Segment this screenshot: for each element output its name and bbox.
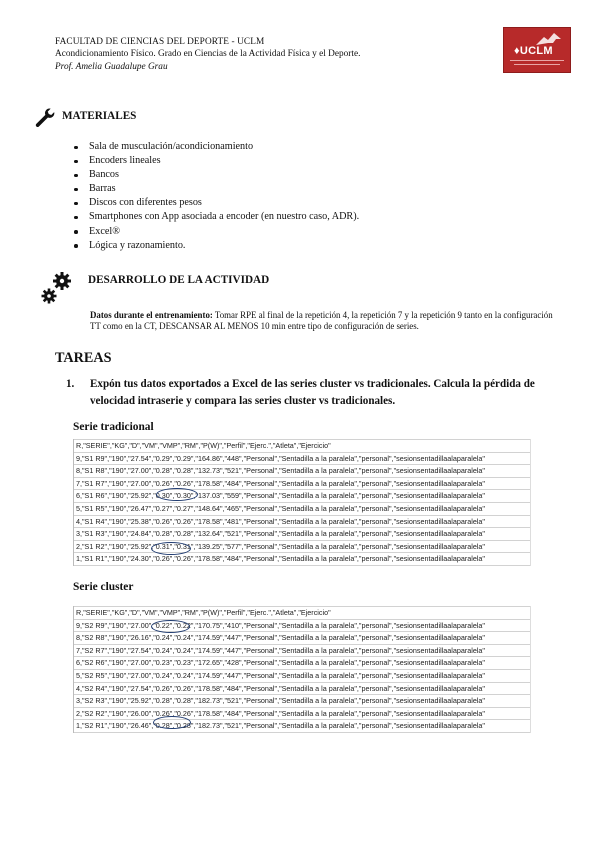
highlight-ellipse [153,716,191,729]
table-row: 8,"S1 R8","190","27.00","0.28","0.28","132.73","521","Personal","Sentadilla a la paralela","personal","sesionsentadillaalaparalela" [74,465,530,478]
serie-cluster-table [73,606,531,733]
serie-tradicional-title: Serie tradicional [73,421,154,433]
table-row: 8,"S2 R8","190","26.16","0.24","0.24","174.59","447","Personal","Sentadilla a la paralela","personal","sesionsentadillaalaparalela" [74,632,530,645]
serie-cluster-title: Serie cluster [73,581,134,593]
table-row: 7,"S1 R7","190","27.00","0.26","0.26","178.58","484","Personal","Sentadilla a la paralela","personal","sesionsentadillaalaparalela" [74,478,530,491]
faculty-name: FACULTAD DE CIENCIAS DEL DEPORTE - UCLM [55,37,265,47]
table-row: 1,"S1 R1","190","24.30","0.26","0.26","178.58","484","Personal","Sentadilla a la paralela","personal","sesionsentadillaalaparalela" [74,553,530,566]
logo-text: ♦UCLM [514,45,553,57]
course-name: Acondicionamiento Físico. Grado en Ciencias de la Actividad Física y el Deporte. [55,49,361,60]
datos-text: Tomar RPE al final de la repetición 4, la repetición 7 y la repetición 9 tanto en la configuración TT como en la CT, DESCANSAR AL MENOS 10 min entre tipo de configuración de series. [90,310,553,332]
materiales-item: Sala de musculación/acondicionamiento [74,140,359,154]
desarrollo-title: DESARROLLO DE LA ACTIVIDAD [88,274,270,286]
materiales-title: MATERIALES [62,110,137,122]
table-row: 9,"S2 R9","190","27.00","0.22","0.22","170.75","410","Personal","Sentadilla a la paralela","personal","sesionsentadillaalaparalela" [74,620,530,633]
serie-tradicional-table [73,439,531,566]
datos-label: Datos durante el entrenamiento: [90,310,213,320]
tareas-title: TAREAS [55,350,112,366]
highlight-ellipse [156,488,198,501]
materiales-list [74,140,359,253]
materiales-item: Encoders lineales [74,154,359,168]
table-row: 2,"S2 R2","190","26.00","0.26","0.26","178.58","484","Personal","Sentadilla a la paralela","personal","sesionsentadillaalaparalela" [74,708,530,721]
gears-icon [41,271,75,305]
table-row: 7,"S2 R7","190","27.54","0.24","0.24","174.59","447","Personal","Sentadilla a la paralela","personal","sesionsentadillaalaparalela" [74,645,530,658]
materiales-item: Discos con diferentes pesos [74,196,359,210]
table-row: 1,"S2 R1","190","26.46","0.28","0.28","182.73","521","Personal","Sentadilla a la paralela","personal","sesionsentadillaalaparalela" [74,720,530,733]
table-row: R,"SERIE","KG","D","VM","VMP","RM","P(W)","Perfil","Ejerc.","Atleta","Ejercicio" [74,439,530,453]
table-row: 4,"S1 R4","190","25.38","0.26","0.26","178.58","481","Personal","Sentadilla a la paralela","personal","sesionsentadillaalaparalela" [74,516,530,529]
document-header [55,36,360,73]
materiales-item: Excel® [74,225,359,239]
logo-divider-2 [514,64,560,65]
table-row: 6,"S2 R6","190","27.00","0.23","0.23","172.65","428","Personal","Sentadilla a la paralela","personal","sesionsentadillaalaparalela" [74,657,530,670]
uclm-logo [503,27,571,73]
table-row: 2,"S1 R2","190","25.92","0.31","0.31","139.25","577","Personal","Sentadilla a la paralela","personal","sesionsentadillaalaparalela" [74,541,530,554]
professor-name: Prof. Amelia Guadalupe Grau [55,61,168,72]
table-row: 6,"S1 R6","190","25.92","0.30","0.30","137.03","559","Personal","Sentadilla a la paralela","personal","sesionsentadillaalaparalela" [74,490,530,503]
materiales-item: Smartphones con App asociada a encoder (en nuestro caso, ADR). [74,210,359,224]
datos-paragraph [90,310,560,332]
table-row: 3,"S2 R3","190","25.92","0.28","0.28","182.73","521","Personal","Sentadilla a la paralela","personal","sesionsentadillaalaparalela" [74,695,530,708]
materiales-item: Barras [74,182,359,196]
highlight-ellipse [151,620,190,633]
highlight-ellipse [151,542,191,555]
wrench-icon [34,108,56,130]
logo-divider [510,60,564,61]
question-text: Expón tus datos exportados a Excel de las series cluster vs tradicionales. Calcula la pérdida de velocidad intraserie y compara las series cluster vs tradicionales. [90,378,535,408]
table-row: 5,"S1 R5","190","26.47","0.27","0.27","148.64","465","Personal","Sentadilla a la paralela","personal","sesionsentadillaalaparalela" [74,503,530,516]
table-row: 5,"S2 R5","190","27.00","0.24","0.24","174.59","447","Personal","Sentadilla a la paralela","personal","sesionsentadillaalaparalela" [74,670,530,683]
table-row: R,"SERIE","KG","D","VM","VMP","RM","P(W)","Perfil","Ejerc.","Atleta","Ejercicio" [74,606,530,620]
materiales-item: Lógica y razonamiento. [74,239,359,253]
table-row: 9,"S1 R9","190","27.54","0.29","0.29","164.86","448","Personal","Sentadilla a la paralela","personal","sesionsentadillaalaparalela" [74,453,530,466]
question-number: 1. [66,378,75,390]
materiales-item: Bancos [74,168,359,182]
table-row: 3,"S1 R3","190","24.84","0.28","0.28","132.64","521","Personal","Sentadilla a la paralela","personal","sesionsentadillaalaparalela" [74,528,530,541]
table-row: 4,"S2 R4","190","27.54","0.26","0.26","178.58","484","Personal","Sentadilla a la paralela","personal","sesionsentadillaalaparalela" [74,683,530,696]
